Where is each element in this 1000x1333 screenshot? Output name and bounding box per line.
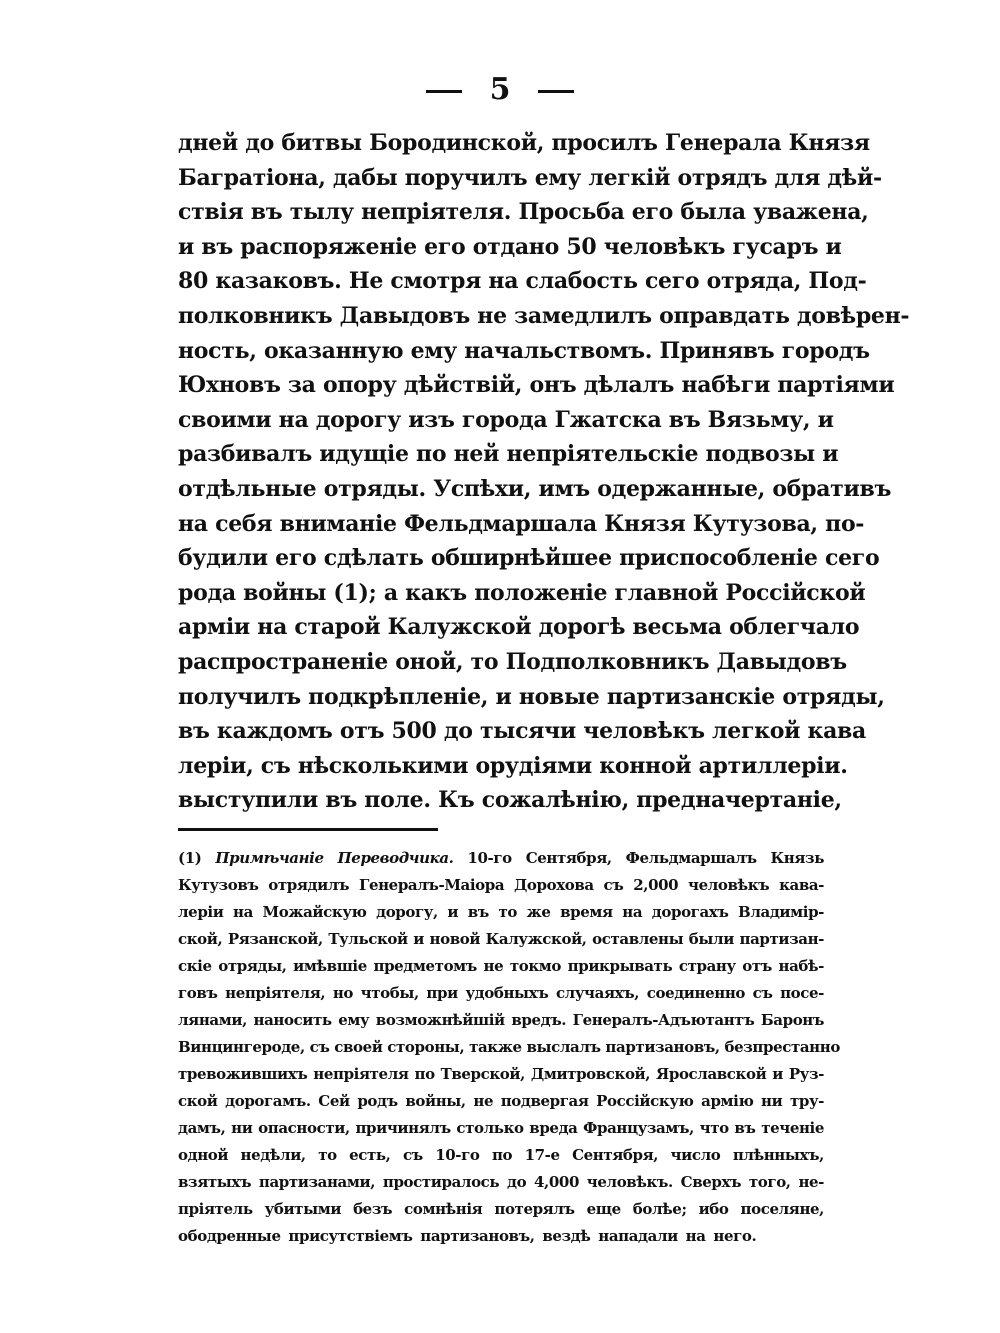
- footnote-line: ской, Рязанской, Тульской и новой Калужской, оставлены были партизан-: [178, 930, 824, 948]
- body-line: Юхновъ за опору дѣйствій, онъ дѣлалъ набѣги партіями: [178, 372, 895, 399]
- body-line: разбивалъ идущіе по ней непріятельскіе подвозы и: [178, 441, 839, 468]
- footnote-line: ской дорогамъ. Сей родъ войны, не подвергая Россійскую армію ни тру-: [178, 1092, 824, 1110]
- body-line: леріи, съ нѣсколькими орудіями конной артиллеріи.: [178, 752, 848, 779]
- footnote-marker: (1): [178, 849, 202, 867]
- footnote-line: дамъ, ни опасности, причинялъ столько вреда Французамъ, что въ теченіе: [178, 1119, 824, 1137]
- body-line: будили его сдѣлать обширнѣйшее приспособленіе сего: [178, 545, 880, 572]
- footnote-line: тревожившихъ непріятеля по Тверской, Дмитровской, Ярославской и Руз-: [178, 1065, 824, 1083]
- body-line: въ каждомъ отъ 500 до тысячи человѣкъ легкой кава: [178, 718, 866, 745]
- page-number: [0, 72, 1000, 107]
- page-number-text: 5: [489, 72, 511, 107]
- body-line: Багратіона, дабы поручилъ ему легкій отрядъ для дѣй-: [178, 164, 882, 191]
- dash-left: [426, 90, 462, 93]
- footnote-line: взятыхъ партизанами, простиралось до 4,000 человѣкъ. Сверхъ того, не-: [178, 1173, 824, 1191]
- body-line: на себя вниманіе Фельдмаршала Князя Кутузова, по-: [178, 510, 865, 537]
- body-line: арміи на старой Калужской дорогѣ весьма облегчало: [178, 614, 860, 641]
- body-line: выступили въ поле. Къ сожалѣнію, предначертаніе,: [178, 787, 842, 814]
- footnote-line: говъ непріятеля, но чтобы, при удобныхъ случаяхъ, соединенно съ посе-: [178, 984, 824, 1002]
- body-line: 80 казаковъ. Не смотря на слабость сего отряда, Под-: [178, 268, 867, 295]
- body-line: распространеніе оной, то Подполковникъ Давыдовъ: [178, 649, 847, 675]
- body-line: дней до битвы Бородинской, просилъ Генерала Князя: [178, 130, 870, 156]
- dash-right: [538, 90, 574, 93]
- body-line: ность, оказанную ему начальствомъ. Принявъ городъ: [178, 337, 870, 364]
- footnote-line: пріятель убитыми безъ сомнѣнія потерялъ еще болѣе; ибо поселяне,: [178, 1200, 824, 1218]
- body-line: получилъ подкрѣпленіе, и новые партизанскіе отряды,: [178, 683, 885, 710]
- footnote-line: [178, 847, 824, 869]
- body-line: рода войны (1); а какъ положеніе главной Россійской: [178, 579, 866, 606]
- footnote-heading: Примѣчаніе Переводчика.: [215, 849, 454, 867]
- footnote-line: лянами, наносить ему возможнѣйшій вредъ. Генералъ-Адъютантъ Баронъ: [178, 1011, 824, 1029]
- footnote-line: одной недѣли, то есть, съ 10-го по 17-е Сентября, число плѣнныхъ,: [178, 1146, 824, 1164]
- body-line: полковникъ Давыдовъ не замедлилъ оправдать довѣрен-: [178, 303, 910, 329]
- footnote-line: леріи на Можайскую дорогу, и въ то же время на дорогахъ Владимір-: [178, 903, 824, 921]
- body-line: отдѣльные отряды. Успѣхи, имъ одержанные, обративъ: [178, 476, 892, 502]
- footnote-line: ободренные присутствіемъ партизановъ, вездѣ нападали на него.: [178, 1227, 757, 1245]
- footnote-line: Кутузовъ отрядилъ Генералъ-Маіора Дорохова съ 2,000 человѣкъ кава-: [178, 876, 824, 894]
- body-line: своими на дорогу изъ города Гжатска въ Вязьму, и: [178, 406, 834, 433]
- body-line: ствія въ тылу непріятеля. Просьба его была уважена,: [178, 199, 869, 226]
- footnote-rule: [178, 828, 438, 831]
- body-line: и въ распоряженіе его отдано 50 человѣкъ гусаръ и: [178, 233, 842, 260]
- footnote-first-line-rest: 10-го Сентября, Фельдмаршалъ Князь: [467, 849, 824, 867]
- footnote-line: скіе отряды, имѣвшіе предметомъ не токмо прикрывать страну отъ набѣ-: [178, 957, 824, 975]
- footnote-line: Винцингероде, съ своей стороны, также выслалъ партизановъ, безпрестанно: [178, 1038, 840, 1056]
